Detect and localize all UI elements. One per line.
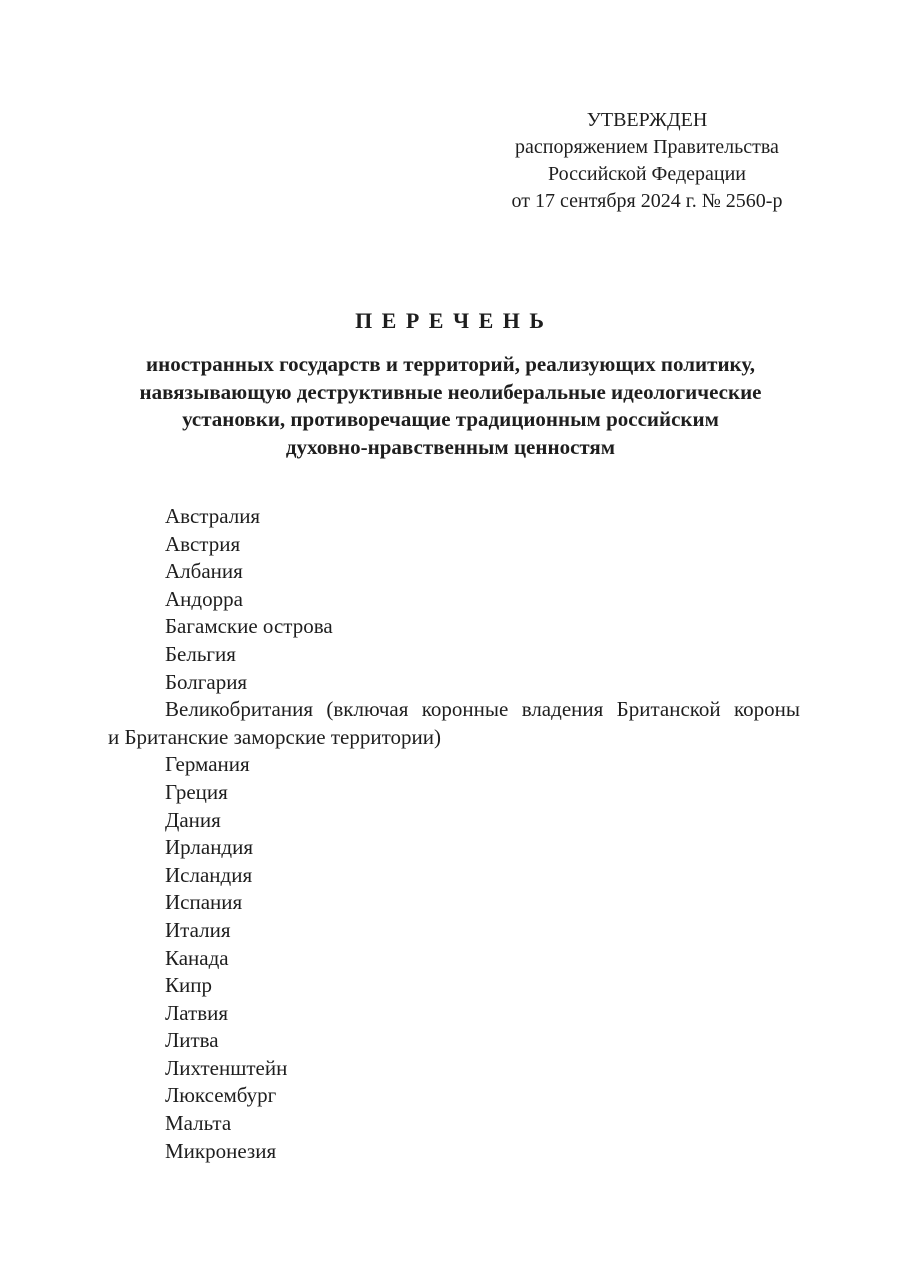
- list-item-line: Андорра: [165, 586, 243, 611]
- list-item: [108, 503, 800, 531]
- list-item: [108, 613, 800, 641]
- list-item-line: Кипр: [165, 973, 212, 998]
- list-item: [108, 558, 800, 586]
- subtitle-line: иностранных государств и территорий, реализующих политику,: [146, 352, 755, 376]
- page-title: П Е Р Е Ч Е Н Ь: [355, 308, 546, 333]
- list-item-line: Бельгия: [165, 641, 236, 666]
- list-item: [108, 1055, 800, 1083]
- list-item: [108, 862, 800, 890]
- list-item-line: Албания: [165, 559, 243, 584]
- list-item-line: Германия: [165, 752, 250, 777]
- list-item: [108, 1110, 800, 1138]
- subtitle-line: навязывающую деструктивные неолиберальные идеологические: [139, 379, 762, 404]
- page-subtitle: [0, 351, 901, 461]
- approval-block: [488, 107, 806, 215]
- list-item-line: Болгария: [165, 669, 248, 694]
- list-item-line: Микронезия: [165, 1138, 277, 1163]
- approval-line: распоряжением Правительства: [515, 136, 779, 158]
- list-item: [108, 531, 800, 559]
- list-item: [108, 669, 800, 697]
- subtitle-line: духовно-нравственным ценностям: [285, 434, 616, 459]
- list-item-line: Ирландия: [165, 835, 254, 860]
- list-item-line: Латвия: [165, 1000, 229, 1025]
- list-item-line: Дания: [165, 807, 221, 832]
- list-item: [108, 586, 800, 614]
- country-list: [108, 503, 800, 1165]
- list-item-line: Лихтенштейн: [165, 1055, 288, 1080]
- list-item: [108, 641, 800, 669]
- list-item-line: и Британские заморские территории): [108, 724, 441, 749]
- list-item: [108, 751, 800, 779]
- list-item: [108, 834, 800, 862]
- list-item: [108, 917, 800, 945]
- list-item-line: Канада: [165, 945, 229, 970]
- list-item-line: Литва: [165, 1028, 219, 1053]
- list-item-line: Австрия: [165, 531, 241, 556]
- list-item: [108, 889, 800, 917]
- approval-line: от 17 сентября 2024 г. № 2560-р: [511, 190, 783, 212]
- list-item-line: Австралия: [165, 504, 261, 528]
- list-item-line: Багамские острова: [165, 614, 333, 639]
- list-item: [108, 945, 800, 973]
- list-item-line: Испания: [165, 890, 243, 915]
- list-item-line: Исландия: [165, 862, 253, 887]
- list-item-line: Италия: [165, 917, 231, 942]
- list-item-line: Великобритания (включая коронные владения Британской короны: [165, 697, 800, 722]
- subtitle-line: установки, противоречащие традиционным российским: [182, 407, 719, 431]
- list-item: [108, 972, 800, 1000]
- list-item: [108, 1138, 800, 1166]
- list-item-line: Греция: [165, 779, 228, 804]
- list-item-line: Люксембург: [165, 1083, 277, 1108]
- approval-line: УТВЕРЖДЕН: [586, 109, 708, 131]
- list-item: [108, 1000, 800, 1028]
- list-item: [108, 807, 800, 835]
- list-item: [108, 779, 800, 807]
- list-item: [108, 1027, 800, 1055]
- list-item: [108, 696, 800, 751]
- list-item: [108, 1082, 800, 1110]
- list-item-line: Мальта: [165, 1111, 232, 1136]
- approval-line: Российской Федерации: [547, 163, 747, 185]
